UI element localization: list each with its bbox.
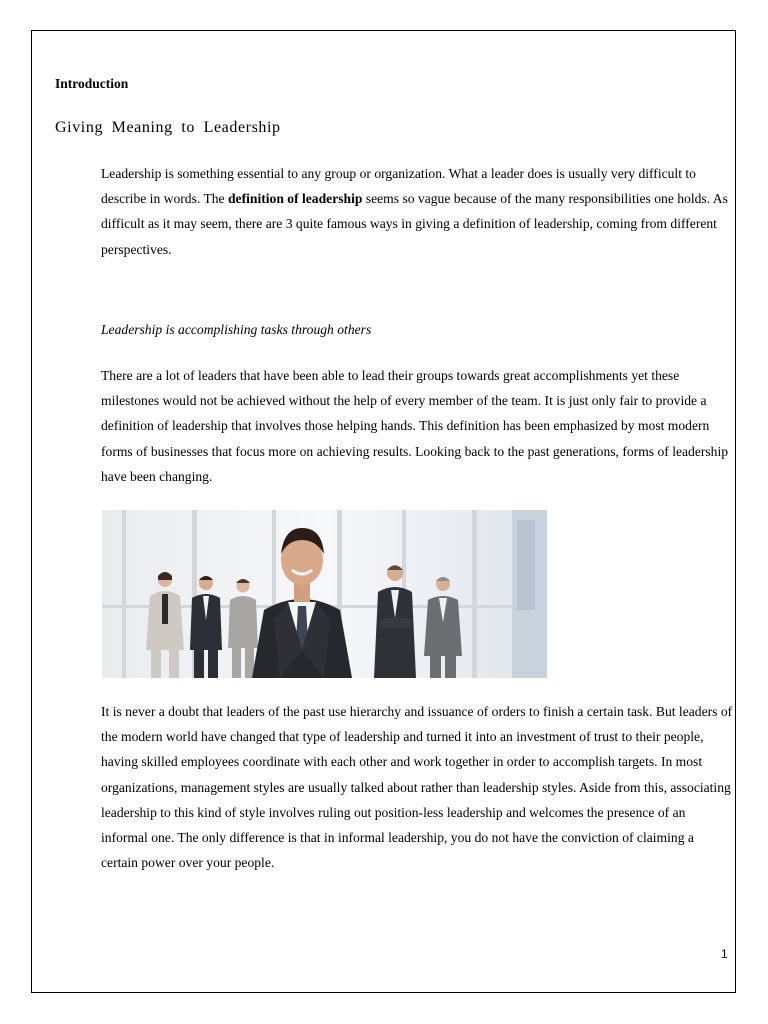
paragraph-leaders-of-past: It is never a doubt that leaders of the past use hierarchy and issuance of orders to finish a certain task. But leaders of the modern world have changed that type of leadership and turned it into an investment of trust to their people, having skilled employees coordinate with each other and work together in order to accomplish targets. In most organizations, management styles are usually talked about rather than leadership styles. Aside from this, associating leadership to this kind of style involves ruling out position-less leadership and welcomes the presence of an informal one. The only difference is that in informal leadership, you do not have the conviction of claiming a certain power over your people. (101, 704, 733, 871)
paragraph-intro-text-2: seems so vague because of the many responsibilities one holds. As difficult as it may seem, there are 3 quite famous ways in giving a definition of leadership, coming from different perspectives. (101, 191, 728, 257)
page-number: 1 (721, 947, 728, 961)
subheading: Leadership is accomplishing tasks through others (101, 322, 372, 337)
section-heading: Introduction (55, 76, 129, 91)
definition-of-leadership-bold: definition of leadership (227, 191, 363, 207)
paragraph-accomplishing-tasks: There are a lot of leaders that have been able to lead their groups towards great accomplishments yet these milestones would not be achieved without the help of every member of the team. It is just only fair to provide a definition of leadership that involves those helping hands. This definition has been emphasized by most modern forms of businesses that focus more on achieving results. Looking back to the past generations, forms of leadership have been changing. (101, 368, 729, 484)
paragraph-intro-text-1: Leadership is something essential to any group or organization. What a leader does is usually very difficult to describe in words. The (101, 166, 696, 207)
page-title: Giving Meaning to Leadership (55, 119, 281, 136)
paragraph-intro (101, 161, 733, 262)
business-team-photo (102, 510, 547, 678)
